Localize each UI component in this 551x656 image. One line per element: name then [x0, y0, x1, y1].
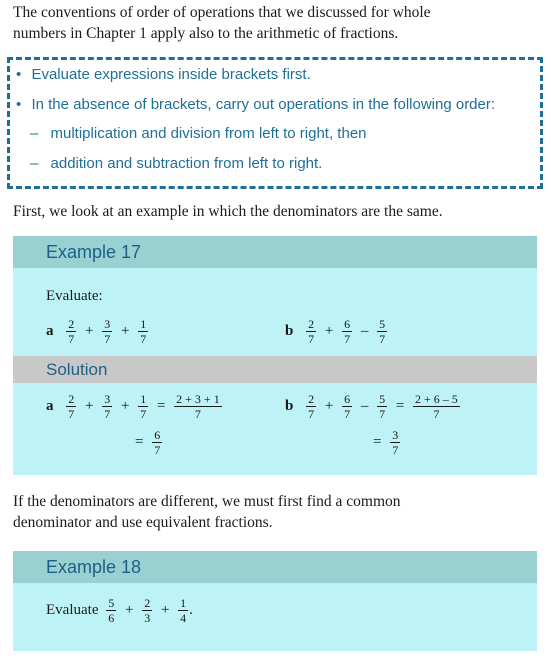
equals-sign: = — [395, 397, 405, 414]
part-b-label: b — [285, 322, 294, 339]
fraction: $\frac{1}{4}$ — [180, 596, 187, 625]
bullet-icon: • — [16, 66, 22, 83]
fraction: $\frac{6}{7}$ — [344, 317, 351, 346]
question-b — [285, 318, 388, 345]
plus-sign: + — [324, 322, 334, 339]
fraction: $\frac{2}{7}$ — [68, 392, 75, 421]
minus-sign: – — [360, 322, 369, 339]
solution-a-line-2 — [131, 429, 163, 456]
fraction: $\frac{2}{7}$ — [68, 317, 75, 346]
fraction: $\frac{2}{7}$ — [308, 392, 315, 421]
para3-line-1: If the denominators are different, we must first find a common — [13, 493, 401, 510]
para3-line-2: denominator and use equivalent fractions. — [13, 514, 273, 531]
part-a-label: a — [46, 397, 54, 414]
bullet-icon: • — [16, 96, 22, 113]
dash-icon: – — [30, 125, 39, 142]
example-18-evaluate: Evaluate — [46, 601, 99, 618]
rule-1-text: Evaluate expressions inside brackets first. — [31, 66, 311, 83]
fraction: $\frac{3}{7}$ — [104, 392, 111, 421]
example-18-expression — [46, 597, 193, 624]
combined-fraction: $\frac{2 + 3 + 1}{7}$ — [176, 392, 220, 421]
plus-sign: + — [85, 322, 94, 339]
rule-1 — [16, 66, 311, 83]
example-17-evaluate: Evaluate: — [46, 288, 103, 304]
rule-2 — [16, 96, 495, 113]
rule-2-sub-1-text: multiplication and division from left to right, then — [50, 125, 367, 142]
example-18-title: Example 18 — [13, 551, 537, 583]
plus-sign: + — [120, 397, 130, 414]
fraction: $\frac{1}{7}$ — [140, 392, 147, 421]
intro-line-2: numbers in Chapter 1 apply also to the arithmetic of fractions. — [13, 25, 399, 42]
plus-sign: + — [120, 322, 130, 339]
intro-paragraph — [13, 2, 431, 44]
fraction: $\frac{2}{3}$ — [144, 596, 151, 625]
fraction: $\frac{1}{7}$ — [140, 317, 147, 346]
equals-sign: = — [373, 433, 382, 450]
example-18-panel — [13, 551, 537, 651]
example-17-panel — [13, 236, 537, 475]
solution-b-line-2 — [369, 429, 401, 456]
dash-icon: – — [30, 155, 39, 172]
minus-sign: – — [360, 397, 369, 414]
plus-sign: + — [324, 397, 334, 414]
equals-sign: = — [156, 397, 166, 414]
fraction: $\frac{5}{6}$ — [108, 596, 115, 625]
intro-line-1: The conventions of order of operations that we discussed for whole — [13, 4, 431, 21]
fraction: $\frac{6}{7}$ — [344, 392, 351, 421]
result-fraction: $\frac{3}{7}$ — [392, 428, 399, 457]
solution-a-line-1 — [46, 393, 223, 420]
rule-2-sub-1 — [30, 125, 367, 142]
period: . — [189, 601, 193, 618]
combined-fraction: $\frac{2 + 6 - 5}{7}$ — [415, 392, 458, 421]
part-b-label: b — [285, 397, 294, 414]
solution-heading: Solution — [13, 356, 537, 383]
solution-b-line-1 — [285, 393, 461, 420]
part-a-label: a — [46, 322, 54, 339]
rule-2-sub-2 — [30, 155, 322, 172]
question-a — [46, 318, 149, 345]
rule-2-text: In the absence of brackets, carry out operations in the following order: — [31, 96, 496, 113]
fraction: $\frac{5}{7}$ — [379, 392, 386, 421]
result-fraction: $\frac{6}{7}$ — [154, 428, 161, 457]
example-17-title: Example 17 — [13, 236, 537, 268]
equals-sign: = — [135, 433, 144, 450]
fraction: $\frac{5}{7}$ — [379, 317, 386, 346]
different-denominator-paragraph — [13, 491, 401, 533]
plus-sign: + — [160, 601, 170, 618]
rule-2-sub-2-text: addition and subtraction from left to right. — [50, 155, 323, 172]
same-denominator-paragraph: First, we look at an example in which the denominators are the same. — [13, 203, 443, 220]
plus-sign: + — [124, 601, 134, 618]
plus-sign: + — [85, 397, 94, 414]
fraction: $\frac{3}{7}$ — [104, 317, 111, 346]
fraction: $\frac{2}{7}$ — [308, 317, 315, 346]
